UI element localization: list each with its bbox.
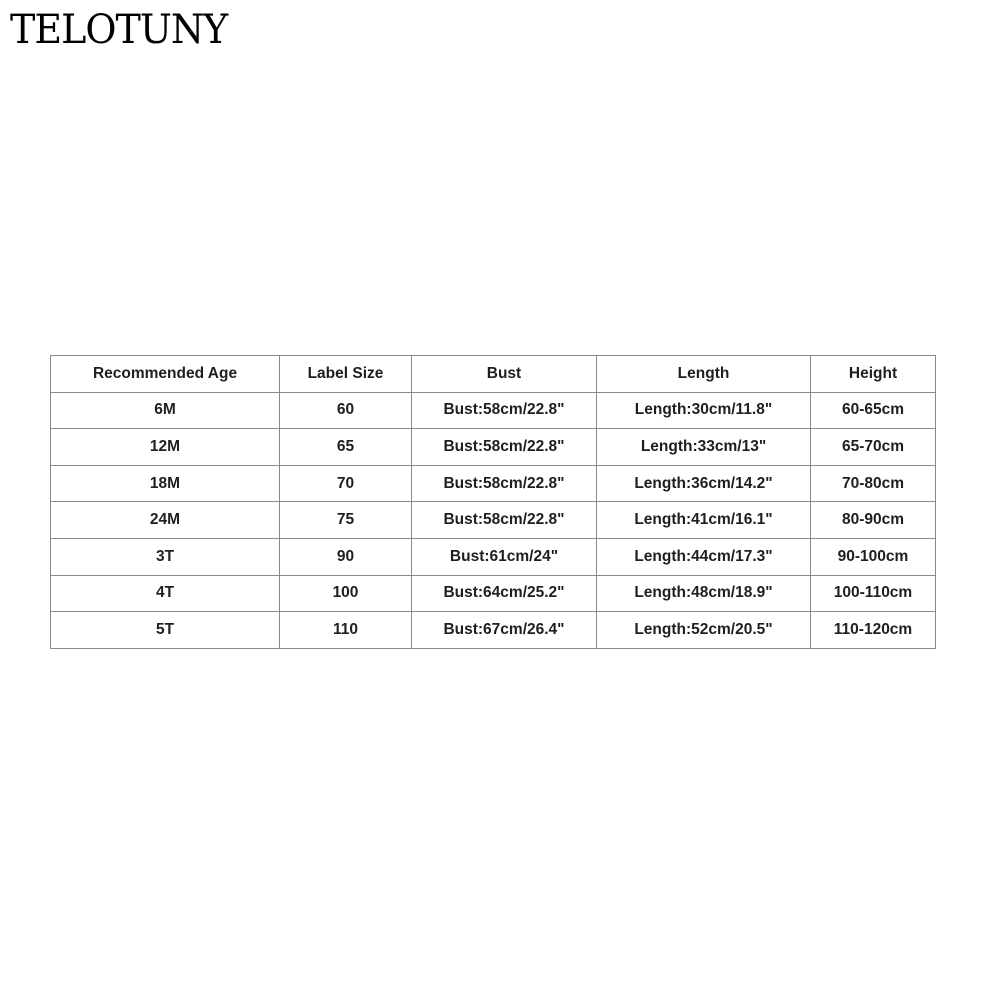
cell-label-size: 70 <box>280 465 412 502</box>
cell-recommended-age: 6M <box>51 392 280 429</box>
cell-length: Length:36cm/14.2" <box>597 465 811 502</box>
table-row <box>51 465 936 502</box>
cell-recommended-age: 5T <box>51 612 280 649</box>
cell-length: Length:33cm/13" <box>597 429 811 466</box>
table-row <box>51 575 936 612</box>
cell-length: Length:48cm/18.9" <box>597 575 811 612</box>
cell-bust: Bust:58cm/22.8" <box>412 392 597 429</box>
cell-length: Length:41cm/16.1" <box>597 502 811 539</box>
cell-label-size: 75 <box>280 502 412 539</box>
cell-height: 80-90cm <box>811 502 936 539</box>
cell-bust: Bust:58cm/22.8" <box>412 429 597 466</box>
column-header-bust: Bust <box>412 356 597 393</box>
cell-length: Length:52cm/20.5" <box>597 612 811 649</box>
cell-recommended-age: 4T <box>51 575 280 612</box>
cell-height: 70-80cm <box>811 465 936 502</box>
table-row <box>51 612 936 649</box>
cell-height: 65-70cm <box>811 429 936 466</box>
cell-label-size: 65 <box>280 429 412 466</box>
cell-bust: Bust:67cm/26.4" <box>412 612 597 649</box>
cell-recommended-age: 3T <box>51 538 280 575</box>
cell-bust: Bust:64cm/25.2" <box>412 575 597 612</box>
cell-length: Length:30cm/11.8" <box>597 392 811 429</box>
cell-height: 60-65cm <box>811 392 936 429</box>
cell-bust: Bust:61cm/24" <box>412 538 597 575</box>
cell-bust: Bust:58cm/22.8" <box>412 502 597 539</box>
cell-recommended-age: 18M <box>51 465 280 502</box>
size-chart-body <box>51 392 936 648</box>
table-row <box>51 502 936 539</box>
size-chart-header <box>51 356 936 393</box>
column-header-height: Height <box>811 356 936 393</box>
cell-height: 100-110cm <box>811 575 936 612</box>
cell-recommended-age: 12M <box>51 429 280 466</box>
table-row <box>51 538 936 575</box>
cell-label-size: 90 <box>280 538 412 575</box>
table-row <box>51 429 936 466</box>
cell-bust: Bust:58cm/22.8" <box>412 465 597 502</box>
cell-label-size: 60 <box>280 392 412 429</box>
cell-recommended-age: 24M <box>51 502 280 539</box>
cell-height: 90-100cm <box>811 538 936 575</box>
header-row <box>51 356 936 393</box>
column-header-label-size: Label Size <box>280 356 412 393</box>
column-header-length: Length <box>597 356 811 393</box>
table-row <box>51 392 936 429</box>
brand-logo-text: TELOTUNY <box>10 6 228 53</box>
cell-length: Length:44cm/17.3" <box>597 538 811 575</box>
size-chart-table <box>50 355 936 649</box>
cell-label-size: 110 <box>280 612 412 649</box>
column-header-recommended-age: Recommended Age <box>51 356 280 393</box>
cell-height: 110-120cm <box>811 612 936 649</box>
cell-label-size: 100 <box>280 575 412 612</box>
